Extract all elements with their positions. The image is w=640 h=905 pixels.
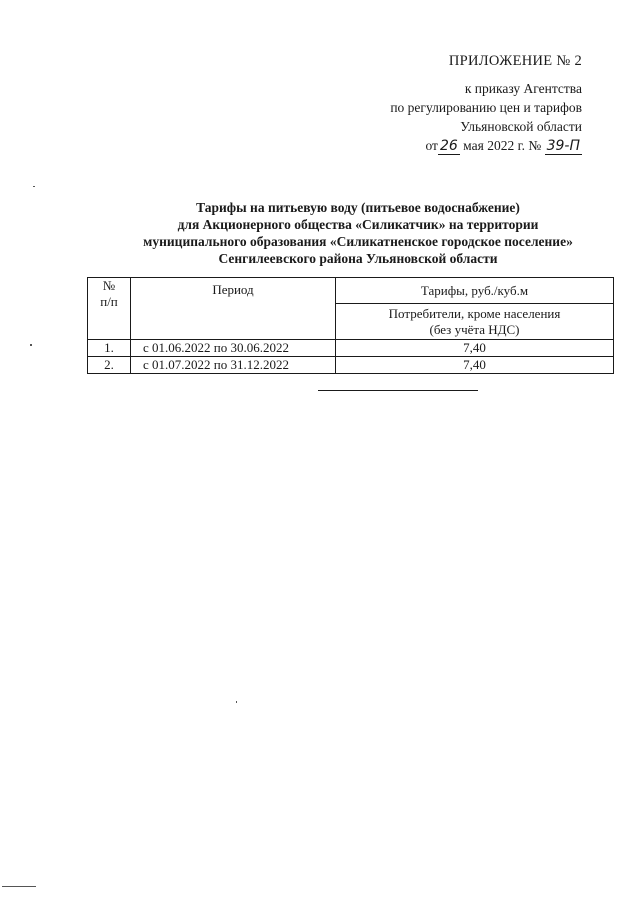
scan-speck [30,344,32,346]
appendix-block [332,52,582,155]
date-prefix: от [425,138,438,153]
header-period-cell: Период [131,278,336,340]
table-header-row [88,278,614,304]
document-heading [98,199,618,267]
heading-line-1: Тарифы на питьевую воду (питьевое водоснабжение) [196,200,520,215]
heading-line-3: муниципального образования «Силикатненское городское поселение» [143,234,573,249]
appendix-title: ПРИЛОЖЕНИЕ № 2 [448,53,582,69]
appendix-line-3: Ульяновской области [460,119,582,134]
row-num: 2. [88,357,131,374]
scan-edge-line [2,886,36,887]
table-row [88,340,614,357]
appendix-date-line [332,136,582,155]
header-consumers-cell [336,304,614,340]
table-row [88,357,614,374]
header-num-line-2: п/п [100,294,118,309]
appendix-line-2: по регулированию цен и тарифов [390,100,582,115]
header-consumers-line-2: (без учёта НДС) [429,322,520,337]
appendix-line-1: к приказу Агентства [464,81,582,96]
handwritten-order-number: 39-П [546,138,580,154]
tariff-table [87,277,614,374]
heading-line-2: для Акционерного общества «Силикатчик» на территории [177,217,539,232]
handwritten-day: 26 [439,138,458,154]
row-period: с 01.07.2022 по 31.12.2022 [131,357,336,374]
scan-speck [236,701,237,703]
row-value: 7,40 [336,357,614,374]
row-num: 1. [88,340,131,357]
row-period: с 01.06.2022 по 30.06.2022 [131,340,336,357]
scan-speck [33,186,35,187]
header-num-line-1: № [102,278,116,293]
date-rest: мая 2022 г. № [459,138,545,153]
header-tariffs-cell: Тарифы, руб./куб.м [336,278,614,304]
end-of-document-line [318,390,478,391]
header-num-cell [88,278,131,340]
header-consumers-line-1: Потребители, кроме населения [388,306,561,321]
row-value: 7,40 [336,340,614,357]
heading-line-4: Сенгилеевского района Ульяновской области [218,251,498,266]
